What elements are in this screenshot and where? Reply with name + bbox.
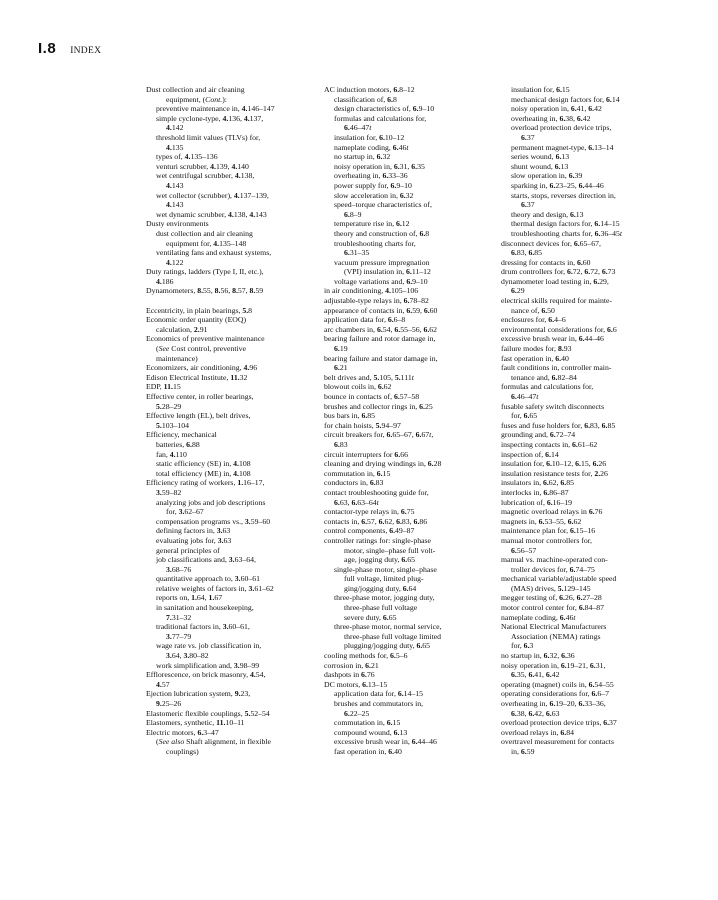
index-entry: bus bars in, 6.85	[324, 411, 376, 421]
index-entry: wage rate vs. job classification in,	[156, 641, 262, 651]
index-entry: insulation for, 6.10–12	[334, 132, 405, 142]
index-entry: for, 3.62–67	[166, 507, 204, 517]
index-entry: troubleshooting charts for, 6.36–45t	[511, 228, 622, 238]
index-entry: (VPI) insulation in, 6.11–12	[344, 267, 431, 277]
index-entry: Efficiency rating of workers, 1.16–17,	[146, 478, 265, 488]
index-entry: batteries, 6.88	[156, 439, 200, 449]
index-column-3	[501, 85, 681, 757]
index-entry: Edison Electrical Institute, 11.32	[146, 372, 248, 382]
index-entry: 6.31–35	[344, 248, 370, 258]
index-entry: drum controllers for, 6.72, 6.72, 6.73	[501, 267, 616, 277]
index-entry: insulation for, 6.10–12, 6.15, 6.26	[501, 459, 607, 469]
index-entry: for, 6.3	[511, 641, 534, 651]
index-entry: ventilating fans and exhaust systems,	[156, 248, 272, 258]
index-entry: shunt wound, 6.13	[511, 161, 569, 171]
index-entry: overload protection device trips,	[511, 123, 612, 133]
index-entry: insulation resistance tests for, 2.26	[501, 468, 608, 478]
index-entry: adjustable-type relays in, 6.78–82	[324, 296, 429, 306]
index-entry: wet centrifugal scrubber, 4.138,	[156, 171, 255, 181]
index-entry: formulas and calculations for,	[501, 382, 594, 392]
index-entry: fusable safety switch disconnects	[501, 401, 605, 411]
index-entry: Electric motors, 6.3–47	[146, 727, 219, 737]
index-entry: theory and construction of, 6.8	[334, 228, 430, 238]
index-entry: 6.35, 6.41, 6.42	[511, 670, 560, 680]
index-entry: 6.38, 6.42, 6.63	[511, 708, 560, 718]
index-entry: traditional factors in, 3.60–61,	[156, 622, 250, 632]
index-entry: motor control center for, 6.84–87	[501, 603, 604, 613]
index-entry: noisy operation in, 6.31, 6.35	[334, 161, 425, 171]
index-entry: fast operation in, 6.40	[334, 746, 402, 756]
index-entry: 6.21	[334, 363, 348, 373]
index-entry: overheating in, 6.19–20, 6.33–36,	[501, 699, 606, 708]
index-entry: 4.57	[156, 679, 170, 689]
index-entry: cleaning and drying windings in, 6.28	[324, 459, 442, 469]
index-entry: 3.77–79	[166, 631, 192, 641]
index-entry: dashpots in 6.76	[324, 670, 375, 680]
index-entry: 4.135	[166, 142, 184, 152]
index-entry: dynamometer load testing in, 6.29,	[501, 276, 609, 286]
index-entry: in air conditioning, 4.105–106	[324, 286, 419, 296]
index-entry: three-phase full voltage limited	[344, 631, 442, 641]
index-entry: 4.122	[166, 257, 184, 267]
index-entry: defining factors in, 3.63	[156, 526, 231, 536]
index-entry: maintenance)	[156, 353, 198, 363]
index-entry: full voltage, limited plug-	[344, 574, 424, 584]
index-entry: fast operation in, 6.40	[501, 353, 569, 363]
index-entry: equipment, (Cont.):	[166, 94, 227, 104]
index-entry: overheating in, 6.38, 6.42	[511, 113, 591, 123]
index-entry: disconnect devices for, 6.65–67,	[501, 238, 601, 248]
index-entry: Economics of preventive maintenance	[146, 334, 265, 344]
index-entry: 6.19	[334, 344, 348, 354]
index-entry: dressing for contacts in, 6.60	[501, 257, 591, 267]
index-entry: preventive maintenance in, 4.146–147	[156, 104, 275, 114]
index-entry: commutation in, 6.15	[324, 468, 391, 478]
index-entry: for, 6.65	[511, 411, 538, 421]
index-entry: Elastomers, synthetic, 11.10–11	[146, 718, 245, 728]
index-entry: manual vs. machine-operated con-	[501, 555, 608, 565]
page-title: INDEX	[70, 46, 102, 56]
index-entry: contactor-type relays in, 6.75	[324, 507, 415, 517]
index-entry: in sanitation and housekeeping,	[156, 603, 254, 613]
index-entry: fuses and fuse holders for, 6.83, 6.85	[501, 420, 616, 430]
index-entry: Dusty environments	[146, 219, 209, 229]
index-entry: environmental considerations for, 6.6	[501, 324, 617, 334]
index-entry: wet collector (scrubber), 4.137–139,	[156, 190, 269, 200]
index-entry: (See also Shaft alignment, in flexible	[156, 737, 271, 747]
index-entry: Association (NEMA) ratings	[511, 631, 601, 641]
index-entry: 6.8–9	[344, 209, 362, 219]
index-entry: belt drives and, 5.105, 5.111t	[324, 372, 414, 382]
index-entry: brushes and commutators in,	[334, 699, 424, 708]
index-entry: control components, 6.49–87	[324, 526, 415, 536]
index-entry: mechanical variable/adjustable speed	[501, 574, 617, 584]
index-entry: 6.46–47t	[344, 123, 372, 133]
index-entry: work simplification and, 3.98–99	[156, 660, 260, 670]
index-entry: static efficiency (SE) in, 4.108	[156, 459, 251, 469]
index-entry: for chain hoists, 5.94–97	[324, 420, 401, 430]
index-entry: operating considerations for, 6.6–7	[501, 689, 609, 699]
index-entry: corrosion in, 6.21	[324, 660, 379, 670]
index-column-2	[324, 85, 494, 757]
index-entry: venturi scrubber, 4.139, 4.140	[156, 161, 249, 171]
index-entry: DC motors, 6.13–15	[324, 679, 388, 689]
index-entry: application data for, 6.14–15	[334, 689, 424, 699]
index-entry: 4.186	[156, 276, 174, 286]
index-entry: circuit breakers for, 6.65–67, 6.67t,	[324, 430, 434, 440]
index-entry: 6.46–47t	[511, 392, 539, 401]
index-entry: inspecting contacts in, 6.61–62	[501, 439, 598, 449]
index-entry: Duty ratings, ladders (Type I, II, etc.),	[146, 267, 264, 277]
index-entry: ging/jogging duty, 6.64	[344, 583, 417, 593]
index-entry: noisy operation in, 6.19–21, 6.31,	[501, 660, 606, 670]
index-entry: plugging/jogging duty, 6.65	[344, 641, 431, 651]
page-header	[38, 40, 101, 57]
index-entry: compensation programs vs., 3.59–60	[156, 516, 271, 526]
index-entry: 5.103–104	[156, 420, 189, 430]
index-entry: magnetic overload relays in 6.76	[501, 507, 603, 517]
index-entry: theory and design, 6.13	[511, 209, 584, 219]
index-entry: 9.25–26	[156, 699, 182, 708]
index-entry: equipment for, 4.135–148	[166, 238, 247, 248]
index-entry: (MAS) drives, 5.129–145	[511, 583, 591, 593]
index-entry: in, 6.59	[511, 746, 535, 756]
index-entry: excessive brush wear in, 6.44–46	[334, 737, 437, 747]
index-entry: brushes and collector rings in, 6.25	[324, 401, 433, 411]
index-entry: grounding and, 6.72–74	[501, 430, 576, 440]
index-entry: starts, stops, reverses direction in,	[511, 190, 616, 200]
index-entry: overtravel measurement for contacts	[501, 737, 614, 747]
index-entry: slow operation in, 6.39	[511, 171, 583, 181]
index-entry: types of, 4.135–136	[156, 152, 218, 162]
index-entry: no startup in, 6.32, 6.36	[501, 651, 575, 661]
index-entry: 7.31–32	[166, 612, 192, 622]
index-entry: threshold limit values (TLVs) for,	[156, 132, 261, 142]
index-column-1	[146, 85, 314, 757]
index-entry: compound wound, 6.13	[334, 727, 408, 737]
index-entry: nameplate coding, 6.46t	[501, 612, 576, 622]
index-entry: relative weights of factors in, 3.61–62	[156, 583, 274, 593]
index-entry: severe duty, 6.65	[344, 612, 397, 622]
index-entry: excessive brush wear in, 6.44–46	[501, 334, 604, 344]
index-entry: National Electrical Manufacturers	[501, 622, 607, 632]
index-entry: fault conditions in, controller main-	[501, 363, 612, 373]
index-entry: Dynamometers, 8.55, 8.56, 8.57, 8.59	[146, 286, 264, 296]
index-entry: magnets in, 6.53–55, 6.62	[501, 516, 582, 526]
index-entry: megger testing of, 6.26, 6.27–28	[501, 593, 602, 603]
index-entry: electrical skills required for mainte-	[501, 296, 613, 306]
index-entry: 5.28–29	[156, 401, 182, 411]
index-entry: nance of, 6.50	[511, 305, 555, 315]
index-entry: overload relays in, 6.84	[501, 727, 574, 737]
index-entry: AC induction motors, 6.8–12	[324, 85, 415, 94]
index-entry: formulas and calculations for,	[334, 113, 427, 123]
index-entry: 6.37	[521, 200, 535, 210]
index-entry: job classifications and, 3.63–64,	[156, 555, 256, 565]
index-entry: 3.68–76	[166, 564, 192, 574]
index-entry: vacuum pressure impregnation	[334, 257, 430, 267]
index-entry: noisy operation in, 6.41, 6.42	[511, 104, 602, 114]
index-entry: voltage variations and, 6.9–10	[334, 276, 428, 286]
index-entry: mechanical design factors for, 6.14	[511, 94, 620, 104]
index-entry: circuit interrupters for 6.66	[324, 449, 408, 459]
index-entry: age, jogging duty, 6.65	[344, 555, 415, 565]
index-entry: motor, single–phase full volt-	[344, 545, 436, 555]
index-entry: conductors in, 6.83	[324, 478, 384, 488]
index-entry: couplings)	[166, 746, 199, 756]
index-entry: Ejection lubrication system, 9.23,	[146, 689, 251, 699]
index-entry: insulation for, 6.15	[511, 85, 570, 94]
index-entry: controller ratings for: single-phase	[324, 535, 431, 545]
index-entry: appearance of contacts in, 6.59, 6.60	[324, 305, 438, 315]
index-entry: 6.22–25	[344, 708, 370, 718]
index-entry: cooling methods for, 6.5–6	[324, 651, 408, 661]
index-entry: 6.56–57	[511, 545, 537, 555]
index-entry: arc chambers in, 6.54, 6.55–56, 6.62	[324, 324, 437, 334]
index-entry: tenance and, 6.82–84	[511, 372, 577, 382]
index-entry: 4.143	[166, 180, 184, 190]
index-entry: enclosures for, 6.4–6	[501, 315, 566, 325]
index-entry: no startup in, 6.32	[334, 152, 391, 162]
index-entry: EDP, 11.15	[146, 382, 181, 392]
index-entry: 6.29	[511, 286, 525, 296]
index-entry: bearing failure and rotor damage in,	[324, 334, 436, 344]
index-entry: lubrication of, 6.16–19	[501, 497, 573, 507]
index-entry: 6.37	[521, 132, 535, 142]
index-entry: analyzing jobs and job descriptions	[156, 497, 266, 507]
index-entry: simple cyclone-type, 4.136, 4.137,	[156, 113, 264, 123]
index-entry: Economic order quantity (EOQ)	[146, 315, 247, 325]
index-entry: series wound, 6.13	[511, 152, 570, 162]
index-entry: maintenance plan for, 6.15–16	[501, 526, 596, 536]
index-entry: 6.63, 6.63–64t	[334, 497, 379, 507]
index-entry: application data for, 6.6–8	[324, 315, 406, 325]
index-entry: Efficiency, mechanical	[146, 430, 217, 440]
index-entry: three-phase motor, normal service,	[334, 622, 442, 632]
index-entry: operating (magnet) coils in, 6.54–55	[501, 679, 614, 689]
index-entry: blowout coils in, 6.62	[324, 382, 392, 392]
index-entry: 6.83	[334, 439, 348, 449]
index-entry: reports on, 1.64, 1.67	[156, 593, 223, 603]
index-entry: bearing failure and stator damage in,	[324, 353, 438, 363]
index-entry: calculation, 2.91	[156, 324, 208, 334]
index-entry: three-phase motor, jogging duty,	[334, 593, 435, 603]
index-entry: design characteristics of, 6.9–10	[334, 104, 435, 114]
index-entry: Economizers, air conditioning, 4.96	[146, 363, 258, 373]
index-entry: Elastomeric flexible couplings, 5.52–54	[146, 708, 270, 718]
index-entry: bounce in contacts of, 6.57–58	[324, 392, 420, 401]
index-entry: (See Cost control, preventive	[156, 344, 246, 354]
index-entry: contacts in, 6.57, 6.62, 6.83, 6.86	[324, 516, 428, 526]
index-entry: slow acceleration in, 6.32	[334, 190, 414, 200]
index-entry: sparking in, 6.23–25, 6.44–46	[511, 180, 604, 190]
index-entry: troubleshooting charts for,	[334, 238, 416, 248]
index-entry: Effective length (EL), belt drives,	[146, 411, 251, 421]
index-entry: quantitative approach to, 3.60–61	[156, 574, 260, 584]
index-entry: overheating in, 6.33–36	[334, 171, 408, 181]
index-entry: single-phase motor, single–phase	[334, 564, 437, 574]
index-entry: wet dynamic scrubber, 4.138, 4.143	[156, 209, 267, 219]
index-entry: Eccentricity, in plain bearings, 5.8	[146, 305, 253, 315]
index-entry: temperature rise in, 6.12	[334, 219, 410, 229]
index-entry: troller devices for, 6.74–75	[511, 564, 595, 574]
index-entry: failure modes for, 8.93	[501, 344, 572, 354]
index-entry: 3.64, 3.80–82	[166, 651, 209, 661]
index-entry: 4.143	[166, 200, 184, 210]
index-entry: overload protection device trips, 6.37	[501, 718, 617, 728]
index-entry: thermal design factors for, 6.14–15	[511, 219, 620, 229]
index-entry: manual motor controllers for,	[501, 535, 592, 545]
index-entry: nameplate coding, 6.46t	[334, 142, 409, 152]
index-entry: commutation in, 6.15	[334, 718, 401, 728]
index-entry: Effective center, in roller bearings,	[146, 392, 254, 401]
index-entry: evaluating jobs for, 3.63	[156, 535, 232, 545]
index-entry: classification of, 6.8	[334, 94, 397, 104]
index-entry: power supply for, 6.9–10	[334, 180, 412, 190]
index-entry: fan, 4.110	[156, 449, 187, 459]
index-entry: Dust collection and air cleaning	[146, 85, 245, 94]
index-entry: 6.83, 6.85	[511, 248, 542, 258]
index-entry: dust collection and air cleaning	[156, 228, 253, 238]
index-entry: permanent magnet-type, 6.13–14	[511, 142, 614, 152]
index-entry: 4.142	[166, 123, 184, 133]
index-entry: speed–torque characteristics of,	[334, 200, 432, 210]
index-entry: interlocks in, 6.86–87	[501, 487, 569, 497]
index-entry: insulators in, 6.62, 6.85	[501, 478, 574, 488]
index-entry: total efficiency (ME) in, 4.108	[156, 468, 251, 478]
index-entry: general principles of	[156, 545, 220, 555]
index-entry: inspection of, 6.14	[501, 449, 559, 459]
index-entry: 3.59–82	[156, 487, 182, 497]
index-entry: Efflorescence, on brick masonry, 4.54,	[146, 670, 266, 680]
page-number: I.8	[38, 40, 57, 57]
index-entry: contact troubleshooting guide for,	[324, 487, 429, 497]
index-entry: three-phase full voltage	[344, 603, 418, 613]
